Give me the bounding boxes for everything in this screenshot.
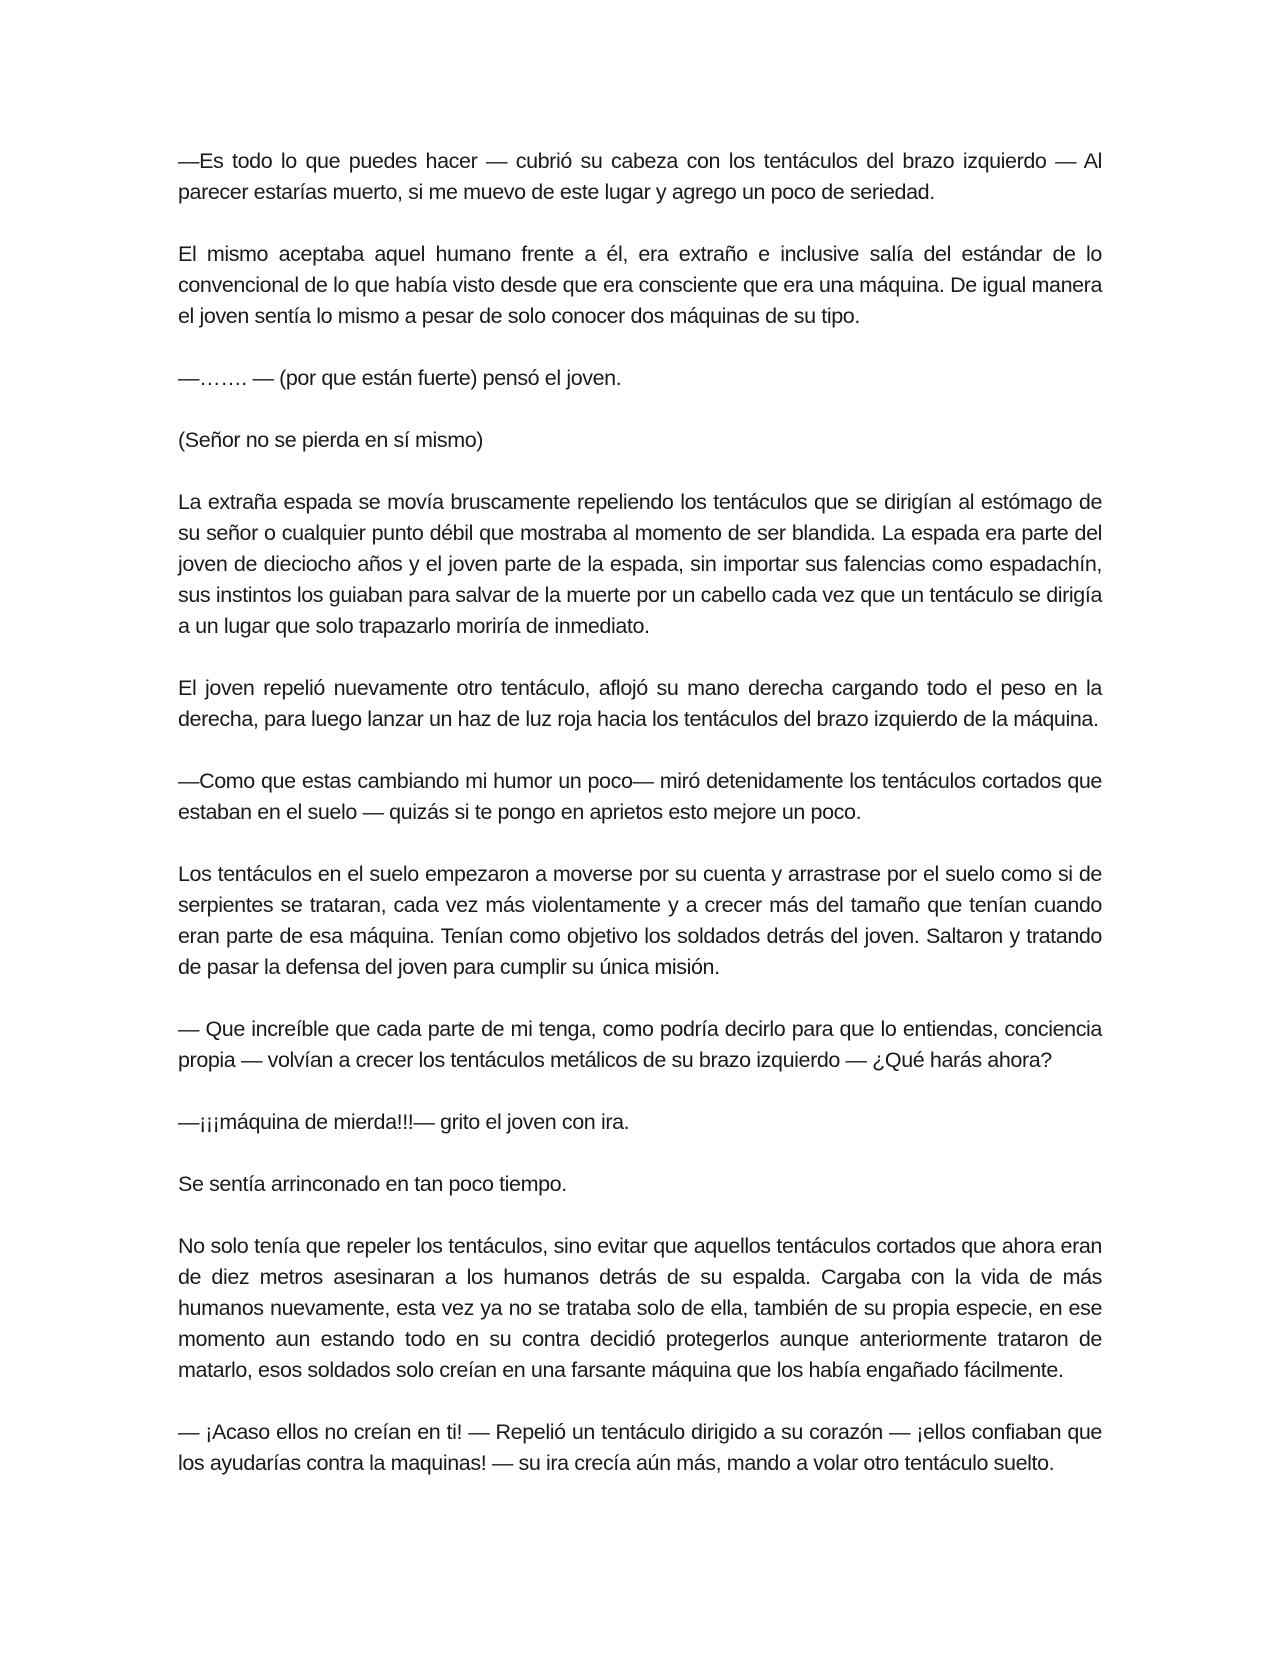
- paragraph: El joven repelió nuevamente otro tentáculo, aflojó su mano derecha cargando todo el peso en la derecha, para luego lanzar un haz de luz roja hacia los tentáculos del brazo izquierdo de la máquina.: [178, 676, 1102, 731]
- document-body: [178, 146, 1102, 1510]
- paragraph: —……. — (por que están fuerte) pensó el joven.: [178, 366, 622, 390]
- paragraph: — ¡Acaso ellos no creían en ti! — Repelió un tentáculo dirigido a su corazón — ¡ellos confiaban que los ayudarías contra la maquinas! — su ira crecía aún más, mando a volar otro tentáculo suelto.: [178, 1420, 1102, 1475]
- paragraph: No solo tenía que repeler los tentáculos, sino evitar que aquellos tentáculos cortados que ahora eran de diez metros asesinaran a los humanos detrás de su espalda. Cargaba con la vida de más humanos nuevamente, esta vez ya no se trataba solo de ella, también de su propia especie, en ese momento aun estando todo en su contra decidió protegerlos aunque anteriormente trataron de matarlo, esos soldados solo creían en una farsante máquina que los había engañado fácilmente.: [178, 1234, 1102, 1382]
- paragraph: (Señor no se pierda en sí mismo): [178, 428, 484, 452]
- paragraph: —¡¡¡máquina de mierda!!!— grito el joven con ira.: [178, 1110, 630, 1134]
- paragraph: La extraña espada se movía bruscamente repeliendo los tentáculos que se dirigían al estómago de su señor o cualquier punto débil que mostraba al momento de ser blandida. La espada era parte del joven de dieciocho años y el joven parte de la espada, sin importar sus falencias como espadachín, sus instintos los guiaban para salvar de la muerte por un cabello cada vez que un tentáculo se dirigía a un lugar que solo trapazarlo moriría de inmediato.: [178, 490, 1102, 638]
- paragraph: Se sentía arrinconado en tan poco tiempo.: [178, 1172, 567, 1196]
- paragraph: —Es todo lo que puedes hacer — cubrió su cabeza con los tentáculos del brazo izquierdo — Al parecer estarías muerto, si me muevo de este lugar y agrego un poco de seriedad.: [178, 149, 1102, 204]
- paragraph: —Como que estas cambiando mi humor un poco— miró detenidamente los tentáculos cortados que estaban en el suelo — quizás si te pongo en aprietos esto mejore un poco.: [178, 769, 1102, 824]
- paragraph: Los tentáculos en el suelo empezaron a moverse por su cuenta y arrastrase por el suelo como si de serpientes se trataran, cada vez más violentamente y a crecer más del tamaño que tenían cuando eran parte de esa máquina. Tenían como objetivo los soldados detrás del joven. Saltaron y tratando de pasar la defensa del joven para cumplir su única misión.: [178, 862, 1102, 979]
- paragraph: El mismo aceptaba aquel humano frente a él, era extraño e inclusive salía del estándar de lo convencional de lo que había visto desde que era consciente que era una máquina. De igual manera el joven sentía lo mismo a pesar de solo conocer dos máquinas de su tipo.: [178, 242, 1102, 328]
- paragraph: — Que increíble que cada parte de mi tenga, como podría decirlo para que lo entiendas, conciencia propia — volvían a crecer los tentáculos metálicos de su brazo izquierdo — ¿Qué harás ahora?: [178, 1017, 1102, 1072]
